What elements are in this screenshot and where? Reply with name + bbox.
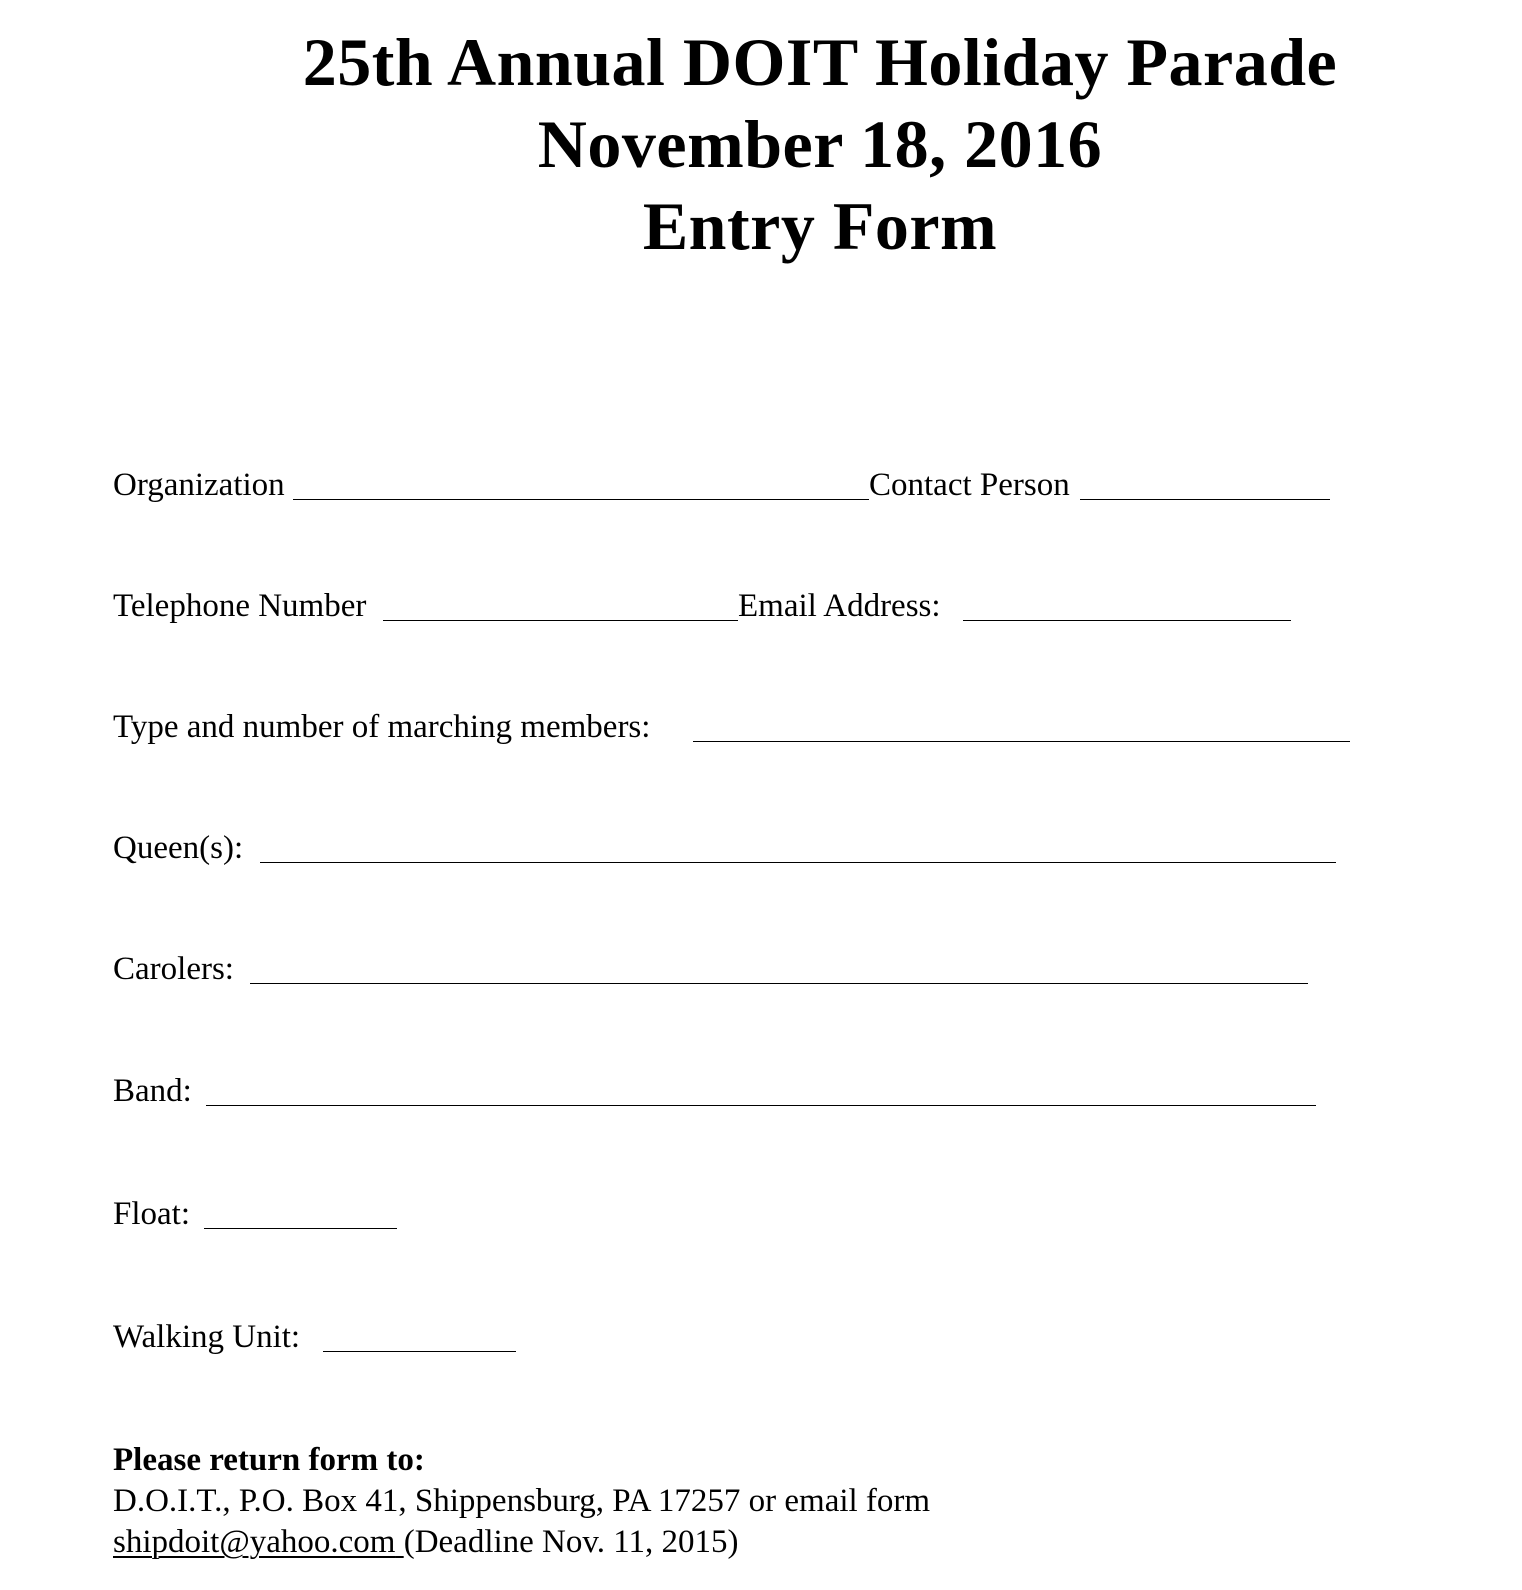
organization-row: [113, 465, 1343, 505]
contact-person-label: Contact Person: [869, 467, 1070, 503]
telephone-field[interactable]: [383, 620, 738, 621]
marching-row: [113, 707, 1353, 747]
email-link-spacer: [395, 1524, 403, 1560]
marching-label: Type and number of marching members:: [113, 709, 651, 745]
carolers-label: Carolers:: [113, 951, 234, 987]
email-field[interactable]: [963, 620, 1291, 621]
email-deadline-line: [113, 1522, 930, 1563]
return-heading: Please return form to:: [113, 1442, 425, 1478]
band-label: Band:: [113, 1073, 192, 1109]
queens-field[interactable]: [260, 862, 1336, 863]
float-row: [113, 1194, 413, 1234]
organization-field[interactable]: [293, 499, 869, 500]
walking-unit-row: [113, 1317, 533, 1357]
form-title: 25th Annual DOIT Holiday Parade: [302, 24, 1338, 100]
walking-unit-label: Walking Unit:: [113, 1319, 301, 1355]
float-field[interactable]: [204, 1228, 397, 1229]
telephone-row: [113, 586, 1343, 626]
email-link[interactable]: shipdoit@yahoo.com: [113, 1524, 396, 1560]
deadline-text: (Deadline Nov. 11, 2015): [403, 1524, 739, 1560]
contact-person-field[interactable]: [1080, 499, 1330, 500]
email-label: Email Address:: [738, 588, 941, 624]
band-row: [113, 1071, 1323, 1111]
marching-field[interactable]: [693, 741, 1350, 742]
organization-label: Organization: [113, 467, 285, 503]
telephone-label: Telephone Number: [113, 588, 367, 624]
return-instructions: [113, 1440, 930, 1563]
carolers-field[interactable]: [250, 983, 1308, 984]
queens-row: [113, 828, 1343, 868]
return-address: D.O.I.T., P.O. Box 41, Shippensburg, PA 17257 or email form: [113, 1483, 931, 1519]
band-field[interactable]: [206, 1105, 1316, 1106]
walking-unit-field[interactable]: [323, 1351, 516, 1352]
queens-label: Queen(s):: [113, 830, 244, 866]
parade-date: November 18, 2016: [537, 106, 1103, 182]
carolers-row: [113, 949, 1313, 989]
form-subtitle: Entry Form: [642, 188, 998, 264]
float-label: Float:: [113, 1196, 191, 1232]
